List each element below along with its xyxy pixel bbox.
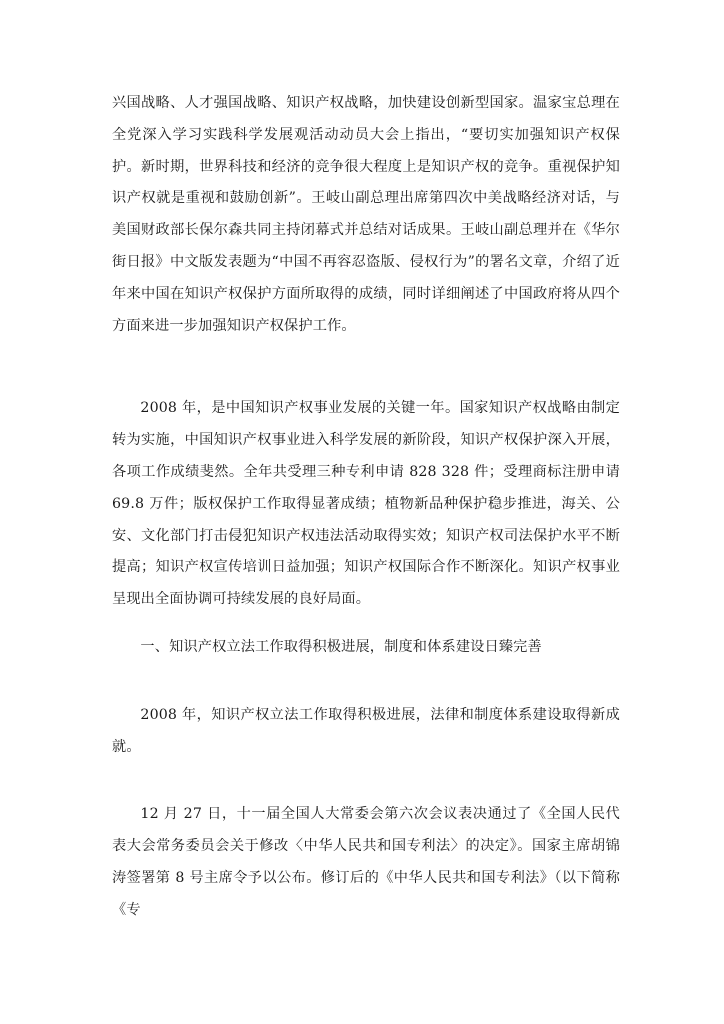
section-heading-legislation: 一、知识产权立法工作取得积极进展，制度和体系建设日臻完善 bbox=[140, 638, 542, 655]
paragraph-patent-law-amendment: 12 月 27 日，十一届全国人大常委会第六次会议表决通过了《全国人民代表大会常务委员会关于修改〈中华人民共和国专利法〉的决定》。国家主席胡锦涛签署第 8 号主席令予以公布。修订后的《中华人民共和国专利法》（以下简称《专 bbox=[112, 806, 620, 918]
paragraph-strategy-continuation: 兴国战略、人才强国战略、知识产权战略，加快建设创新型国家。温家宝总理在全党深入学习实践科学发展观活动动员大会上指出，“要切实加强知识产权保护。新时期，世界科技和经济的竞争很大程度上是知识产权的竞争。重视保护知识产权就是重视和鼓励创新”。王岐山副总理出席第四次中美战略经济对话，与美国财政部长保尔森共同主持闭幕式并总结对话成果。王岐山副总理并在《华尔街日报》中文版发表题为“中国不再容忍盗版、侵权行为”的署名文章，介绍了近年来中国在知识产权保护方面所取得的成绩，同时详细阐述了中国政府将从四个方面来进一步加强知识产权保护工作。 bbox=[112, 95, 620, 334]
paragraph-2008-overview: 2008 年，是中国知识产权事业发展的关键一年。国家知识产权战略由制定转为实施，中国知识产权事业进入科学发展的新阶段，知识产权保护深入开展，各项工作成绩斐然。全年共受理三种专利申请 828 328 件；受理商标注册申请 69.8 万件；版权保护工作取得显著成绩；植物新品种保护稳步推进，海关、公安、文化部门打击侵犯知识产权违法活动取得实效；知识产权司法保护水平不断提高；知识产权宣传培训日益加强；知识产权国际合作不断深化。知识产权事业呈现出全面协调可持续发展的良好局面。 bbox=[112, 400, 620, 608]
paragraph-legislation-progress: 2008 年，知识产权立法工作取得积极进展，法律和制度体系建设取得新成就。 bbox=[112, 706, 620, 755]
document-page bbox=[112, 88, 620, 927]
